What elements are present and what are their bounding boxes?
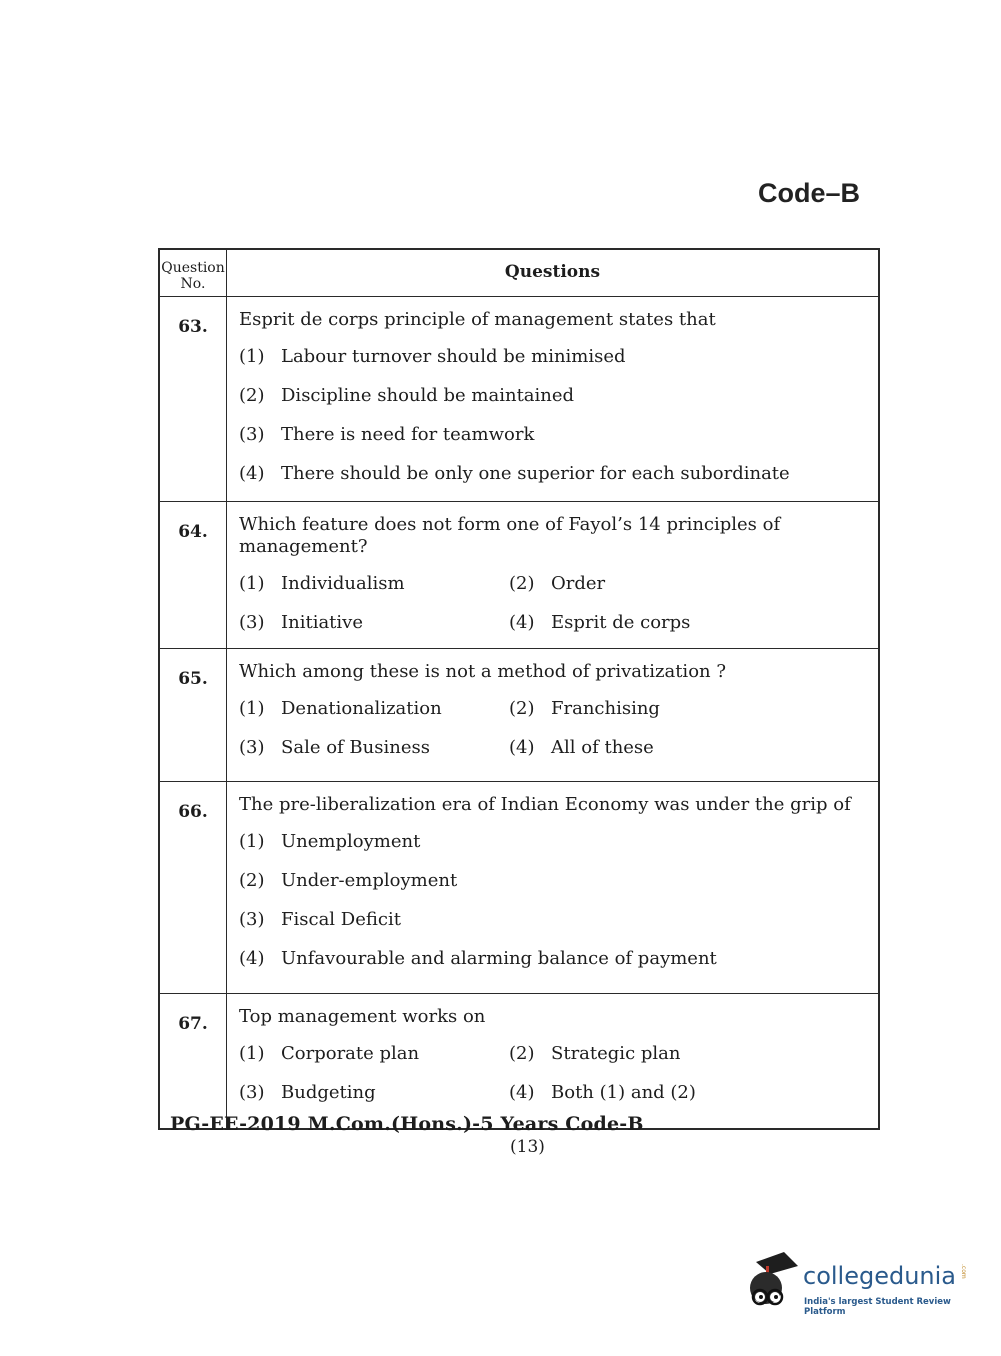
option-number: (1) [239, 346, 265, 367]
question-number: 66. [159, 782, 227, 994]
question-stem: Top management works on [239, 1006, 486, 1027]
option-number: (4) [239, 948, 265, 969]
column-header-question-no: Question No. [159, 249, 227, 297]
option-number: (4) [509, 737, 535, 758]
option-text: Initiative [281, 612, 363, 633]
option [509, 1082, 779, 1104]
option-number: (3) [239, 1082, 265, 1103]
option-text: Unemployment [281, 831, 421, 852]
option-number: (1) [239, 831, 265, 852]
question-number: 65. [159, 649, 227, 782]
question-number: 64. [159, 502, 227, 649]
question-row-63 [159, 297, 879, 502]
logo-tagline: India's largest Student Review Platform [804, 1297, 951, 1317]
question-row-67 [159, 994, 879, 1129]
option-text: Franchising [551, 698, 660, 719]
option-text: Unfavourable and alarming balance of payment [281, 948, 717, 969]
question-stem: Which among these is not a method of privatization ? [239, 661, 726, 682]
option-number: (2) [509, 698, 535, 719]
option-text: Both (1) and (2) [551, 1082, 696, 1103]
option-number: (1) [239, 573, 265, 594]
option [509, 1043, 779, 1065]
option [239, 948, 874, 970]
logo-wordmark: collegedunia [803, 1262, 957, 1290]
option [509, 698, 779, 720]
option-number: (4) [509, 1082, 535, 1103]
column-header-questions: Questions [227, 249, 880, 297]
option-number: (1) [239, 1043, 265, 1064]
option [239, 698, 509, 720]
option [509, 612, 779, 634]
question-stem: The pre-liberalization era of Indian Economy was under the grip of [239, 794, 851, 815]
option-number: (1) [239, 698, 265, 719]
option [239, 612, 509, 634]
option [509, 573, 779, 595]
footer-title: PG-EE-2019 M.Com.(Hons.)-5 Years Code-B [170, 1113, 644, 1135]
option-number: (2) [239, 385, 265, 406]
question-number: 67. [159, 994, 227, 1129]
option-number: (3) [239, 737, 265, 758]
option-text: Labour turnover should be minimised [281, 346, 626, 367]
option-number: (4) [509, 612, 535, 633]
option [239, 573, 509, 595]
question-body [227, 502, 880, 649]
option [239, 831, 874, 853]
option [239, 1043, 509, 1065]
question-row-66 [159, 782, 879, 994]
option-number: (2) [509, 1043, 535, 1064]
exam-code-heading: Code–B [758, 178, 861, 208]
option [239, 385, 874, 407]
option-text: Fiscal Deficit [281, 909, 401, 930]
option-number: (2) [509, 573, 535, 594]
option-text: Esprit de corps [551, 612, 691, 633]
page-number: (13) [510, 1137, 545, 1157]
option-text: Sale of Business [281, 737, 430, 758]
option-text: Individualism [281, 573, 405, 594]
option-text: Denationalization [281, 698, 442, 719]
option-number: (3) [239, 909, 265, 930]
option-number: (4) [239, 463, 265, 484]
option-text: There is need for teamwork [281, 424, 535, 445]
question-body [227, 994, 880, 1129]
option [509, 737, 779, 759]
option-text: There should be only one superior for each subordinate [281, 463, 790, 484]
question-number: 63. [159, 297, 227, 502]
option-number: (2) [239, 870, 265, 891]
question-body [227, 649, 880, 782]
question-body [227, 782, 880, 994]
question-body [227, 297, 880, 502]
option-text: Corporate plan [281, 1043, 420, 1064]
option [239, 424, 874, 446]
collegedunia-logo [742, 1252, 972, 1317]
option [239, 346, 874, 368]
logo-com: .com [960, 1264, 967, 1279]
question-stem: Which feature does not form one of Fayol’s 14 principles of management? [239, 514, 781, 557]
option-text: Budgeting [281, 1082, 376, 1103]
option-number: (3) [239, 424, 265, 445]
option [239, 909, 874, 931]
option [239, 737, 509, 759]
option-text: Order [551, 573, 606, 594]
question-row-65 [159, 649, 879, 782]
option [239, 463, 874, 485]
option-number: (3) [239, 612, 265, 633]
question-row-64 [159, 502, 879, 649]
question-stem: Esprit de corps principle of management states that [239, 309, 716, 330]
questions-table [158, 248, 880, 1130]
option-text: All of these [551, 737, 654, 758]
table-header-row [159, 249, 879, 297]
option [239, 1082, 509, 1104]
option-text: Under-employment [281, 870, 458, 891]
option [239, 870, 874, 892]
option-text: Strategic plan [551, 1043, 681, 1064]
option-text: Discipline should be maintained [281, 385, 575, 406]
mascot-icon [742, 1252, 800, 1314]
